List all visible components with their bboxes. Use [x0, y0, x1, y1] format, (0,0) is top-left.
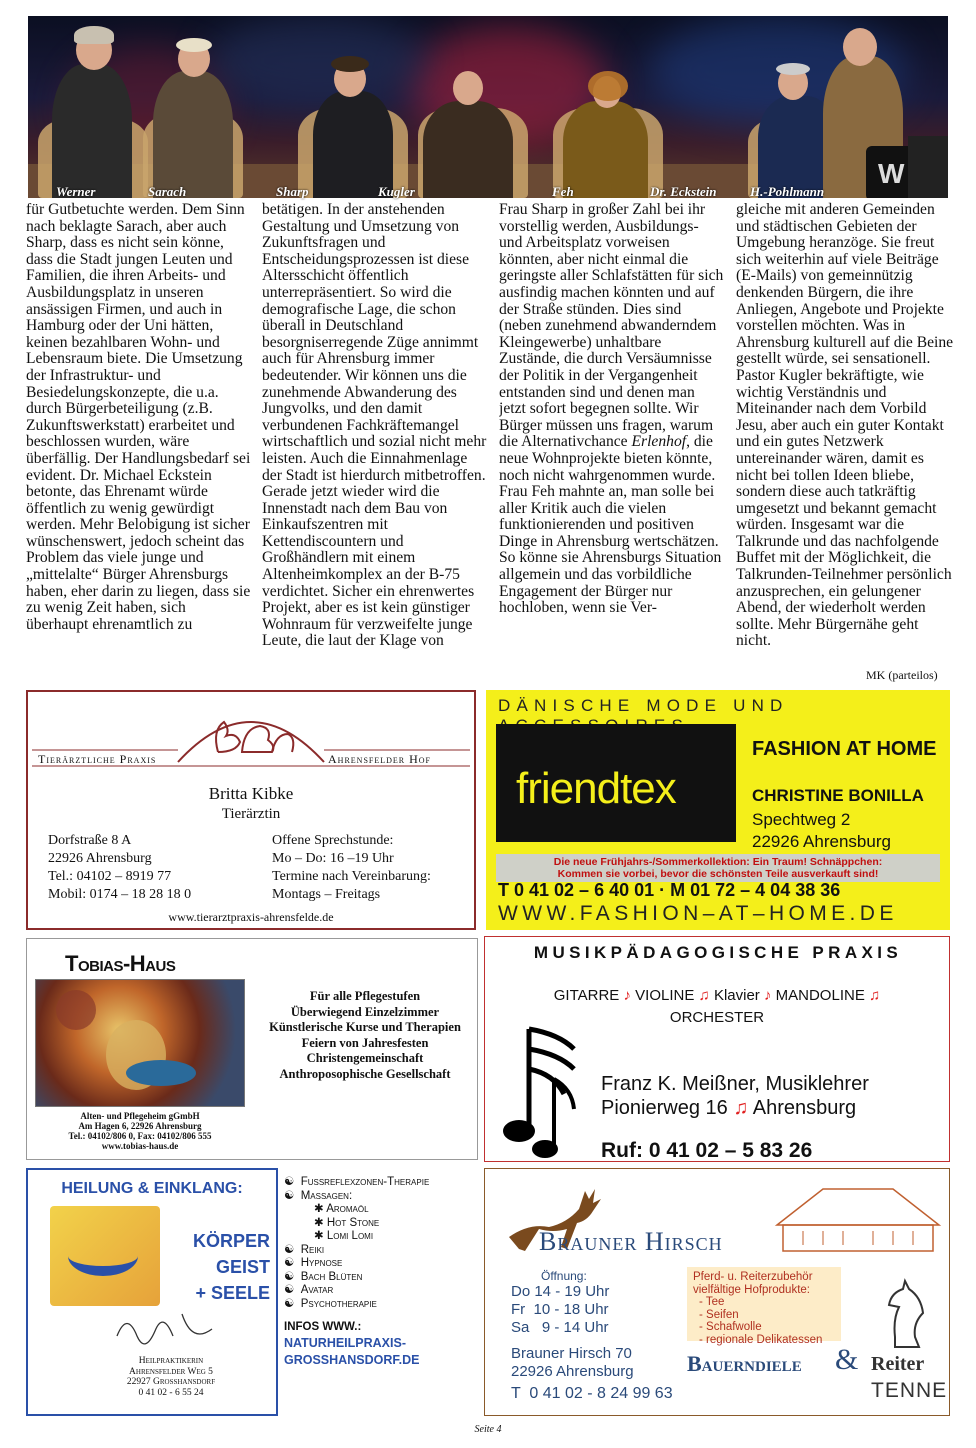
music-phone: Ruf: 0 41 02 – 5 83 26: [601, 1139, 813, 1162]
friendtex-owner: CHRISTINE BONILLA: [752, 786, 924, 805]
hirsch-hours-label: Öffnung:: [541, 1269, 587, 1283]
article-column-2: [262, 202, 488, 682]
caption-pohlmann: H.-Pohlmann: [750, 184, 825, 199]
vet-role: Tierärztin: [221, 806, 281, 822]
tobias-services: Für alle Pflegestufen Überwiegend Einzelzimmer Künstlerische Kurse und Therapien Feiern von Jahresfesten Christengemeinschaft Anthroposophische Gesellschaft: [269, 989, 461, 1081]
caption-feh: Feh: [552, 184, 574, 199]
article-column-3: [499, 202, 725, 682]
caption-kugler: Kugler: [378, 184, 415, 199]
article-column-1: [26, 202, 252, 682]
ad-music-school: [484, 936, 950, 1162]
knight-chess-icon: [881, 1273, 931, 1353]
ad-vet-practice: [26, 690, 476, 930]
vet-hours: Offene Sprechstunde: Mo – Do: 16 –19 Uhr Termine nach Vereinbarung: Montags – Freitags: [272, 833, 431, 902]
friendtex-promo: Die neue Frühjahrs-/Sommerkollektion: Ein Traum! Schnäppchen: Kommen sie vorbei, bevor die schönsten Teile ausverkauft sind!: [496, 854, 940, 882]
hirsch-title: Brauner Hirsch: [539, 1227, 723, 1256]
music-address: Pionierweg 16 ♫ Ahrensburg: [601, 1097, 857, 1119]
article-text-1: für Gutbetuchte werden. Dem Sinn nach beklagte Sarach, aber auch Sharp, dass es nicht sein könne, dass die Stadt jungen Leuten und Familien, die ihren Arbeits- und Ausbildungsplatz in unseren ansässigen Firmen, und auch in Hamburg oder der Uni hätten, keinen bezahlbaren Wohn- und Lebensraum biete. Die Umsetzung der Infrastruktur- und Besiedelungskonzepte, die u.a. durch Bürgerbeteiligung (z.B. Zukunftswerkstatt) erarbeitet und beschlossen wurden, wäre überfällig. Der Handlungsbedarf sei evident. Dr. Michael Eckstein betonte, das Ehrenamt würde öffentlich zu wenig gewürdigt werden. Mehr Belobigung ist sicher wünschenswert, jedoch scheint das Problem das viele junge und „mittelalte“ Bürger Ahrensburgs haben, eher darin zu liegen, dass sie zu wenig Zeit haben, sich überhaupt ehrenamtlich zu: [26, 202, 251, 633]
ad-brauner-hirsch: [484, 1168, 950, 1416]
article-text-2: betätigen. In der anstehenden Gestaltung und Umsetzung von Zukunftsfragen und Entscheidungsprozessen ist diese Altersschicht öffentlich unterrepräsentiert. So wird die demografische Lage, die schon überall in Deutschland besorgniserregende Züge annimmt auch für Ahrensburg immer bedeutender. Wir können uns die zunehmende Abwanderung des Jungvolks, und den damit verbundenen Fachkräftemangel wirtschaftlich und sozial nicht mehr leisten. Auch die Einnahmenlage der Stadt ist hierdurch mitbetroffen. Gerade jetzt wieder wird die Innenstadt nach dem Bau von Einkaufszentren mit Kettendiscountern und Großhändlern mit einem Altenheimkomplex an der B-75 verdichtet. Sicher ein ehrenwertes Projekt, aber es ist kein günstiger Wohnraum für verzweifelte junge Leute, die laut der Klage von: [262, 202, 487, 650]
hirsch-hours: Do 14 - 19 Uhr Fr 10 - 18 Uhr Sa 9 - 14 Uhr: [511, 1283, 610, 1336]
heilung-url[interactable]: NATURHEILPRAXIS- GROSSHANSDORF.DE: [284, 1335, 420, 1367]
article-text-3: Frau Sharp in großer Zahl bei ihr vorstellig werden, Ausbildungs- und Arbeitsplatz vorweisen könnten, aber nicht einmal die geringste aller Schlafstätten für sich ausfindig machen könnten und auf der Straße stünden. Dies sind (neben zunehmend abwanderndem Kleingewerbe) unhaltbare Zustände, die durch Versäumnisse der Politik in der Vergangenheit entstanden sind und denen man jetzt sofort begegnen sollte. Wir Bürger müssen uns fragen, warum die Alternativchance Erlenhof, die neue Wohnprojekte bieten könnte, noch nicht wahrgenommen wurde. Frau Feh mahnte an, man solle bei aller Kritik auch die vielen funktionierenden und positiven Dinge in Ahrensburg wertschätzen. So könne sie Ahrensburgs Situation allgemein und das vorbildliche Engagement der Bürger nur hochloben, wenn sie Ver-: [499, 202, 724, 617]
hirsch-phone: T 0 41 02 - 8 24 99 63: [511, 1385, 673, 1402]
music-note-icon: [499, 1019, 589, 1159]
friendtex-street: Spechtweg 2: [752, 810, 851, 829]
heilung-title: HEILUNG & EINKLANG:: [61, 1180, 243, 1197]
heilung-infos-label: INFOS WWW.:: [284, 1321, 362, 1333]
friendtex-city: 22926 Ahrensburg: [752, 832, 891, 851]
friendtex-web[interactable]: WWW.FASHION–AT–HOME.DE: [498, 902, 898, 925]
friendtex-phone: T 0 41 02 – 6 40 01 · M 01 72 – 4 04 38 36: [498, 880, 841, 900]
heilung-practitioner: Heilpraktikerin Ahrensfelder Weg 5 22927 Großhansdorf 0 41 02 - 6 55 24: [126, 1356, 216, 1398]
ad-heilung: [26, 1168, 278, 1416]
article-text-4: gleiche mit anderen Gemeinden und städtischen Gebieten der Umgebung heranzöge. Sie freut sich weiterhin auf viele Beiträge (E-Mails) von gemeinnützig denkenden Bürgern, die ihre Anliegen, Angebote und Projekte vorstellen möchten. Was in Ahrensburg kulturell auf die Beine gestellt würde, sei sensationell. Pastor Kugler bekräftigte, wie wichtig Verständnis und Miteinander nach dem Vorbild Jesu, aber auch ein guter Kontakt und ein gutes Netzwerk untereinander wären, damit es nicht bei tollen Ideen bliebe, sondern diese auch tatkräftig umgesetzt und bekannt gemacht würden. Insgesamt war die Talkrunde und das nachfolgende Buffet mit der Möglichkeit, die Talkrunden-Teilnehmer persönlich anzusprechen, ein gelungener Abend, der wiederholt werden sollte. Mehr Bürgernähe geht nicht.: [736, 202, 954, 650]
friendtex-logo: friendtex: [516, 764, 676, 813]
friendtex-header: DÄNISCHE MODE UND: [498, 696, 789, 715]
friendtex-title: FASHION AT HOME: [752, 738, 937, 760]
talk-panel-photo: W: [28, 16, 948, 198]
caption-eckstein: Dr. Eckstein: [650, 184, 717, 199]
heilung-services: ☯ Fußreflexzonen-Therapie ☯ Massagen: ✱ Aromaöl ✱ Hot Stone ✱ Lomi Lomi ☯ Reiki ☯ Hypnose ☯ Bach Blüten ☯ Avatar ☯ Psychotherapie INFOS WWW.: NATURHEILPRAXIS- GROSSHANSDORF.DE: [284, 1176, 480, 1416]
heilung-sun-image: [50, 1206, 160, 1306]
music-instruments: GITARRE ♪ VIOLINE ♫ Klavier ♪ MANDOLINE ♫: [553, 987, 881, 1004]
vet-left-tag: Tierärztliche Praxis: [38, 752, 157, 766]
heilung-signature: [112, 1306, 222, 1356]
hirsch-ampersand: &: [835, 1343, 859, 1376]
music-orchestra: ORCHESTER: [669, 1009, 765, 1026]
ad-friendtex: [486, 690, 950, 930]
tobias-logo: Tobias-Haus: [65, 951, 176, 976]
page-number: Seite 4: [474, 1424, 502, 1435]
vet-url[interactable]: www.tierarztpraxis-ahrensfelde.de: [168, 910, 334, 924]
music-teacher: Franz K. Meißner, Musiklehrer: [601, 1073, 869, 1095]
vet-address: Dorfstraße 8 A 22926 Ahrensburg Tel.: 04102 – 8919 77 Mobil: 0174 – 18 28 18 0: [48, 833, 192, 902]
music-title: MUSIKPÄDAGOGISCHE PRAXIS: [533, 943, 903, 962]
article-signature: MK (parteilos): [866, 668, 938, 682]
heilung-words: KÖRPER GEIST + SEELE: [192, 1231, 270, 1303]
ad-tobias-haus: [26, 938, 478, 1160]
caption-sarach: Sarach: [148, 184, 187, 199]
hirsch-tenne: TENNE: [871, 1379, 948, 1402]
farmhouse-image: [773, 1173, 943, 1255]
tobias-footer: Alten- und Pflegeheim gGmbH Am Hagen 6, 22926 Ahrensburg Tel.: 04102/806 0, Fax: 04102/806 555 www.tobias-haus.de: [68, 1111, 212, 1151]
hirsch-bauerndiele: Bauerndiele: [687, 1351, 802, 1376]
friendtex-logo-box: [496, 724, 736, 842]
hirsch-products: Pferd- u. Reiterzubehör vielfältige Hofprodukte: - Tee - Seifen - Schafwolle - regionale Delikatessen: [687, 1267, 841, 1341]
caption-sharp: Sharp: [276, 184, 309, 199]
article-column-4: [736, 202, 954, 682]
caption-werner: Werner: [56, 184, 96, 199]
hirsch-address: Brauner Hirsch 70 22926 Ahrensburg: [511, 1345, 634, 1380]
vet-right-tag: Ahrensfelder Hof: [328, 752, 432, 766]
tobias-mosaic-image: [35, 979, 245, 1107]
hirsch-reiter: Reiter: [871, 1353, 925, 1375]
vet-name: Britta Kibke: [208, 784, 294, 803]
